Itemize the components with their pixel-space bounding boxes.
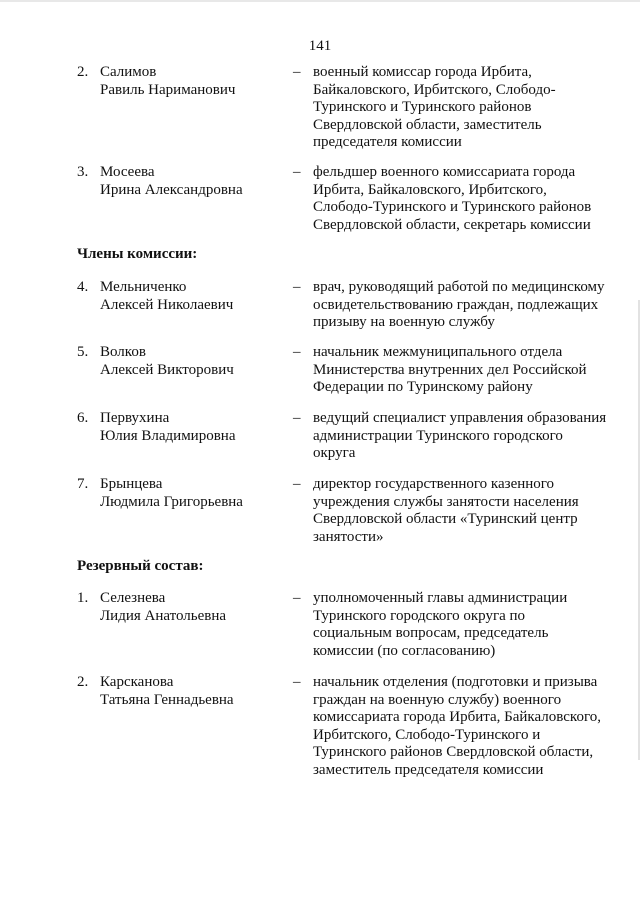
position-line: Байкаловского, Ирбитского, Слободо-	[313, 81, 556, 98]
position-line: Туринского городского округа по	[313, 607, 526, 624]
position-line: призыву на военную службу	[313, 314, 495, 331]
member-position	[313, 344, 613, 397]
scan-top-edge	[0, 0, 640, 2]
dash-separator: –	[293, 164, 301, 180]
entry-number: 6.	[77, 410, 89, 426]
member-position	[313, 590, 613, 660]
member-position	[313, 279, 613, 332]
position-line: Федерации по Туринскому району	[313, 379, 533, 396]
member-position	[313, 476, 613, 546]
position-line: Туринского и Туринского районов	[313, 99, 532, 116]
position-line: комиссии (по согласованию)	[313, 642, 496, 659]
page-number: 141	[308, 38, 332, 54]
position-line: Туринского районов Свердловской области,	[313, 744, 594, 761]
list-item	[0, 590, 640, 680]
position-line: фельдшер военного комиссариата города	[313, 164, 576, 180]
dash-separator: –	[293, 344, 301, 360]
entry-number: 2.	[77, 64, 89, 80]
dash-separator: –	[293, 410, 301, 426]
position-line: учреждения службы занятости населения	[313, 493, 579, 510]
dash-separator: –	[293, 64, 301, 80]
member-surname: Брынцева	[100, 476, 163, 492]
member-surname: Волков	[100, 344, 146, 360]
position-line: Свердловской области, секретарь комиссии	[313, 216, 591, 233]
entry-number: 1.	[77, 590, 89, 606]
member-name	[100, 279, 280, 314]
position-line: граждан на военную службу) военного	[313, 691, 562, 708]
member-given-names: Равиль Нариманович	[100, 81, 236, 98]
member-name	[100, 410, 280, 445]
dash-separator: –	[293, 476, 301, 492]
position-line: администрации Туринского городского	[313, 427, 563, 444]
position-line: Свердловской области «Туринский центр	[313, 511, 578, 528]
position-line: округа	[313, 445, 356, 462]
member-position	[313, 674, 613, 780]
member-surname: Салимов	[100, 64, 157, 80]
position-line: начальник межмуниципального отдела	[313, 344, 563, 360]
member-name	[100, 590, 280, 625]
list-item	[0, 476, 640, 566]
position-line: директор государственного казенного	[313, 476, 555, 492]
position-line: начальник отделения (подготовки и призыва	[313, 674, 598, 690]
section-heading-members: Члены комиссии:	[77, 246, 198, 262]
dash-separator: –	[293, 674, 301, 690]
position-line: социальным вопросам, председатель	[313, 625, 549, 642]
member-surname: Первухина	[100, 410, 170, 426]
position-line: ведущий специалист управления образования	[313, 410, 607, 426]
member-given-names: Татьяна Геннадьевна	[100, 691, 234, 708]
member-given-names: Алексей Викторович	[100, 361, 234, 378]
member-given-names: Алексей Николаевич	[100, 296, 234, 313]
member-given-names: Лидия Анатольевна	[100, 607, 227, 624]
position-line: комиссариата города Ирбита, Байкаловского,	[313, 709, 601, 726]
position-line: военный комиссар города Ирбита,	[313, 64, 532, 80]
member-position	[313, 64, 613, 152]
position-line: заместитель председателя комиссии	[313, 761, 544, 778]
entry-number: 5.	[77, 344, 89, 360]
position-line: освидетельствованию граждан, подлежащих	[313, 296, 599, 313]
member-given-names: Юлия Владимировна	[100, 427, 236, 444]
position-line: занятости»	[313, 528, 384, 545]
member-given-names: Людмила Григорьевна	[100, 493, 243, 510]
position-line: Ирбита, Байкаловского, Ирбитского,	[313, 181, 547, 198]
entry-number: 3.	[77, 164, 89, 180]
member-name	[100, 64, 280, 99]
member-given-names: Ирина Александровна	[100, 181, 243, 198]
position-line: врач, руководящий работой по медицинскому	[313, 279, 605, 295]
entry-number: 4.	[77, 279, 89, 295]
position-line: уполномоченный главы администрации	[313, 590, 568, 606]
entry-number: 7.	[77, 476, 89, 492]
position-line: Свердловской области, заместитель	[313, 116, 542, 133]
entry-number: 2.	[77, 674, 89, 690]
member-surname: Селезнева	[100, 590, 166, 606]
member-position	[313, 164, 613, 234]
position-line: Ирбитского, Слободо-Туринского и	[313, 726, 541, 743]
member-name	[100, 476, 280, 511]
dash-separator: –	[293, 590, 301, 606]
position-line: Слободо-Туринского и Туринского районов	[313, 199, 592, 216]
member-name	[100, 164, 280, 199]
member-name	[100, 674, 280, 709]
member-surname: Карсканова	[100, 674, 174, 690]
position-line: председателя комиссии	[313, 134, 462, 151]
member-position	[313, 410, 613, 463]
member-surname: Мосеева	[100, 164, 155, 180]
member-name	[100, 344, 280, 379]
list-item	[0, 164, 640, 254]
dash-separator: –	[293, 279, 301, 295]
position-line: Министерства внутренних дел Российской	[313, 361, 587, 378]
list-item	[0, 64, 640, 154]
section-heading-reserve: Резервный состав:	[77, 558, 204, 574]
member-surname: Мельниченко	[100, 279, 187, 295]
list-item	[0, 674, 640, 784]
